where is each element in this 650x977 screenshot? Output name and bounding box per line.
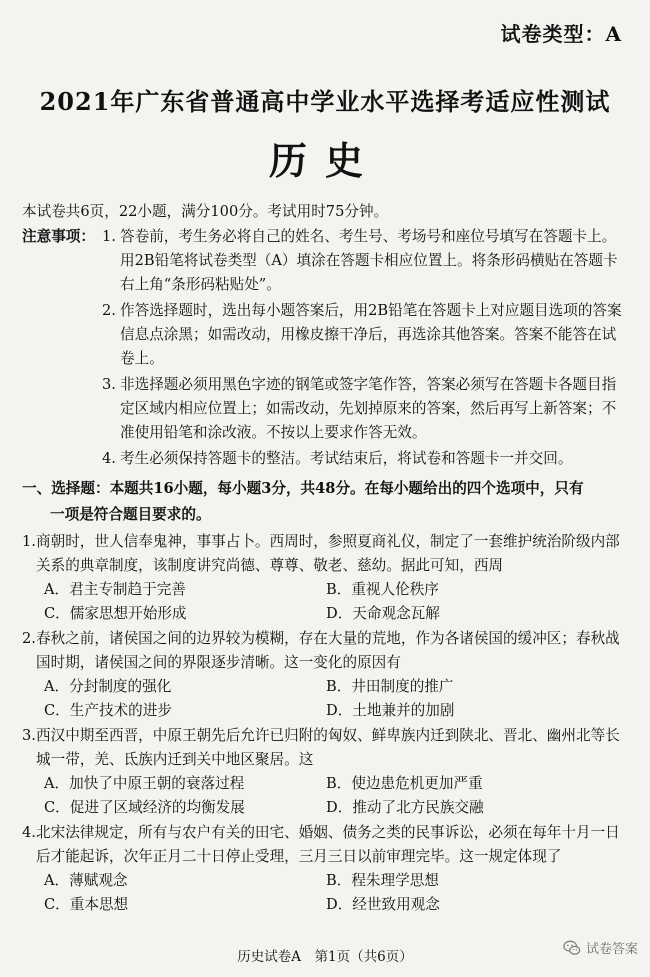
- question: [22, 821, 624, 917]
- option: D．天命观念瓦解: [326, 605, 440, 622]
- option: B．重视人伦秩序: [326, 581, 439, 598]
- notice-item: [102, 373, 624, 445]
- notice-list: [102, 225, 624, 473]
- notice-item-number: 4.: [102, 450, 116, 467]
- option: D．经世致用观念: [326, 896, 440, 913]
- notice-item-text: 答卷前，考生务必将自己的姓名、考生号、考场号和座位号填写在答题卡上。用2B铅笔将试卷类型（A）填涂在答题卡相应位置上。将条形码横贴在答题卡右上角“条形码粘贴处”。: [120, 228, 618, 293]
- watermark: [563, 938, 638, 957]
- notice-item-number: 1.: [102, 228, 116, 245]
- question-options: [22, 578, 624, 626]
- notice-item-text: 考生必须保持答题卡的整洁。考试结束后，将试卷和答题卡一并交回。: [120, 450, 573, 467]
- question: [22, 724, 624, 820]
- section-heading: [22, 476, 624, 528]
- option: C．儒家思想开始形成: [44, 605, 187, 622]
- option: A．君主专制趋于完善: [44, 581, 186, 598]
- notice-item: [102, 225, 624, 297]
- option: C．促进了区域经济的均衡发展: [44, 799, 245, 816]
- question-stem: 商朝时，世人信奉鬼神，事事占卜。西周时，参照夏商礼仪，制定了一套维护统治阶级内部关系的典章制度，该制度讲究尚德、尊尊、敬老、慈幼。据此可知，西周: [36, 533, 620, 574]
- question-stem: 北宋法律规定，所有与农户有关的田宅、婚姻、债务之类的民事诉讼，必须在每年十月一日后才能起诉，次年正月二十日停止受理，三月三日以前审理完毕。这一规定体现了: [36, 824, 620, 865]
- paper-type-label: 试卷类型：A: [500, 22, 622, 46]
- notice-label: 注意事项：: [22, 228, 95, 245]
- question-options: [22, 869, 624, 917]
- question-number: 1.: [22, 533, 36, 550]
- watermark-text: 试卷答案: [585, 942, 638, 957]
- section-heading-line: 一项是符合题目要求的。: [50, 506, 211, 523]
- notice-item-number: 2.: [102, 302, 116, 319]
- exam-intro: 本试卷共6页，22小题，满分100分。考试用时75分钟。: [22, 203, 389, 220]
- wechat-icon: [563, 939, 581, 957]
- notice-item-text: 非选择题必须用黑色字迹的钢笔或签字笔作答，答案必须写在答题卡各题目指定区域内相应位置上；如需改动，先划掉原来的答案，然后再写上新答案；不准使用铅笔和涂改液。不按以上要求作答无效。: [120, 376, 617, 441]
- question-number: 2.: [22, 630, 36, 647]
- option: D．土地兼并的加剧: [326, 702, 455, 719]
- option: A．薄赋观念: [44, 872, 128, 889]
- subject-title: 历史: [268, 138, 381, 183]
- option: B．使边患危机更加严重: [326, 775, 483, 792]
- notice-item: [102, 447, 624, 471]
- question-stem: 春秋之前，诸侯国之间的边界较为模糊，存在大量的荒地，作为各诸侯国的缓冲区；春秋战国时期，诸侯国之间的界限逐步清晰。这一变化的原因有: [36, 630, 620, 671]
- question-number: 3.: [22, 727, 36, 744]
- notice-item-number: 3.: [102, 376, 116, 393]
- section-heading-line: 一、选择题：本题共16小题，每小题3分，共48分。在每小题给出的四个选项中，只有: [22, 480, 584, 497]
- question-number: 4.: [22, 824, 36, 841]
- question-options: [22, 772, 624, 820]
- question: [22, 627, 624, 723]
- exam-title: 2021年广东省普通高中学业水平选择考适应性测试: [39, 87, 611, 116]
- notice-item-text: 作答选择题时，选出每小题答案后，用2B铅笔在答题卡上对应题目选项的答案信息点涂黑；如需改动，用橡皮擦干净后，再选涂其他答案。答案不能答在试卷上。: [120, 302, 622, 367]
- option: C．生产技术的进步: [44, 702, 172, 719]
- question: [22, 530, 624, 626]
- option: B．井田制度的推广: [326, 678, 454, 695]
- option: A．加快了中原王朝的衰落过程: [44, 775, 245, 792]
- option: A．分封制度的强化: [44, 678, 172, 695]
- option: D．推动了北方民族交融: [326, 799, 484, 816]
- question-list: [22, 530, 624, 918]
- question-stem: 西汉中期至西晋，中原王朝先后允许已归附的匈奴、鲜卑族内迁到陕北、晋北、幽州北等长城一带，羌、氐族内迁到关中地区聚居。这: [36, 727, 620, 768]
- notice-item: [102, 299, 624, 371]
- question-options: [22, 675, 624, 723]
- page-footer: 历史试卷A 第1页（共6页）: [237, 949, 413, 965]
- option: C．重本思想: [44, 896, 129, 913]
- option: B．程朱理学思想: [326, 872, 439, 889]
